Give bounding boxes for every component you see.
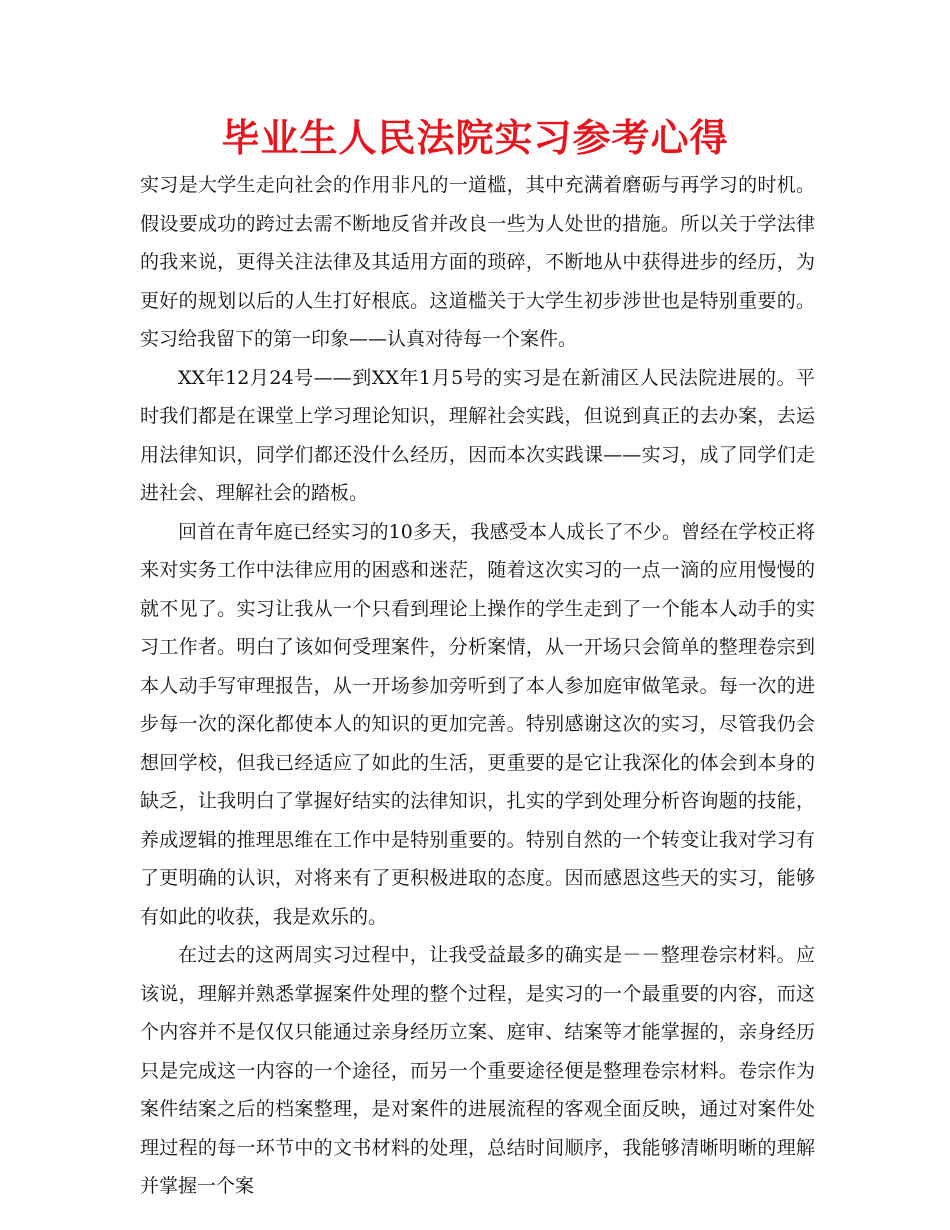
paragraph-4: 在过去的这两周实习过程中，让我受益最多的确实是－－整理卷宗材料。应该说，理解并熟悉掌握案件处理的整个过程，是实习的一个最重要的内容，而这个内容并不是仅仅只能通过亲身经历立案、庭审、结案等才能掌握的，亲身经历只是完成这一内容的一个途径，而另一个重要途径便是整理卷宗材料。卷宗作为案件结案之后的档案整理，是对案件的进展流程的客观全面反映，通过对案件处理过程的每一环节中的文书材料的处理，总结时间顺序，我能够清晰明晰的理解并掌握一个案	[140, 944, 815, 1197]
document-title: 毕业生人民法院实习参考心得	[221, 116, 729, 160]
document-body	[140, 166, 815, 1206]
paragraph-1: 实习是大学生走向社会的作用非凡的一道槛，其中充满着磨砺与再学习的时机。假设要成功的跨过去需不断地反省并改良一些为人处世的措施。所以关于学法律的我来说，更得关注法律及其适用方面的琐碎，不断地从中获得进步的经历，为更好的规划以后的人生打好根底。这道槛关于大学生初步涉世也是特别重要的。实习给我留下的第一印象——认真对待每一个案件。	[140, 174, 815, 350]
paragraph-3: 回首在青年庭已经实习的10多天，我感受本人成长了不少。曾经在学校正将来对实务工作中法律应用的困惑和迷茫，随着这次实习的一点一滴的应用慢慢的就不见了。实习让我从一个只看到理论上操作的学生走到了一个能本人动手的实习工作者。明白了该如何受理案件，分析案情，从一开场只会简单的整理卷宗到本人动手写审理报告，从一开场参加旁听到了本人参加庭审做笔录。每一次的进步每一次的深化都使本人的知识的更加完善。特别感谢这次的实习，尽管我仍会想回学校，但我已经适应了如此的生活，更重要的是它让我深化的体会到本身的缺乏，让我明白了掌握好结实的法律知识，扎实的学到处理分析咨询题的技能，养成逻辑的推理思维在工作中是特别重要的。特别自然的一个转变让我对学习有了更明确的认识，对将来有了更积极进取的态度。因而感恩这些天的实习，能够有如此的收获，我是欢乐的。	[140, 520, 815, 928]
paragraph-2: XX年12月24号——到XX年1月5号的实习是在新浦区人民法院进展的。平时我们都是在课堂上学习理论知识，理解社会实践，但说到真正的去办案，去运用法律知识，同学们都还没什么经历，因而本次实践课——实习，成了同学们走进社会、理解社会的踏板。	[140, 366, 815, 504]
